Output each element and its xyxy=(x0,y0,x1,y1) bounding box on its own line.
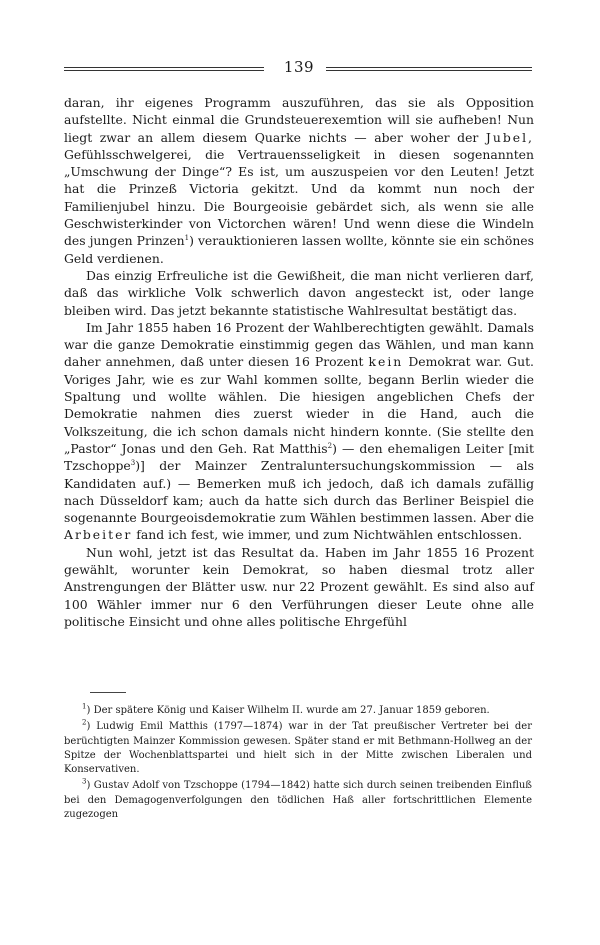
page-header xyxy=(64,58,532,78)
paragraph: Im Jahr 1855 haben 16 Prozent der Wahlberechtigten gewählt. Damals war die ganze Demokratie einstimmig gegen das Wählen, und man kann daher annehmen, daß unter diesen 16 Prozent kein Demokrat war. Gut. Voriges Jahr, wie es zur Wahl kommen sollte, begann Berlin wieder die Spaltung und wollte wählen. Die hiesigen angeblichen Chefs der Demokratie nahmen dies zuerst wieder in die Hand, auch die Volkszeitung, die ich schon damals nicht hindern konnte. (Sie stellte den „Pastor“ Jonas und den Geh. Rat Matthis$^2$) — den ehemaligen Leiter [mit Tzschoppe$^3$)] der Mainzer Zentraluntersuchungskommission — als Kandidaten auf.) — Bemerken muß ich jedoch, daß ich damals zufällig nach Düsseldorf kam; auch da hatte sich durch das Berliner Beispiel die sogenannte Bourgeoisdemokratie zum Wählen bestimmen lassen. Aber die Arbeiter fand ich fest, wie immer, und zum Nichtwählen entschlossen. xyxy=(64,319,534,543)
footnote: $^3$) Gustav Adolf von Tzschoppe (1794—1842) hatte sich durch seinen treibenden Einfluß bei den Demagogenverfolgungen den tödlichen Haß aller fortschrittlichen Elemente zugezogen xyxy=(64,778,532,821)
header-rule-left xyxy=(64,67,264,71)
header-rule-right xyxy=(326,67,532,71)
paragraph: daran, ihr eigenes Programm auszuführen, das sie als Opposition aufstellte. Nicht einmal die Grundsteuerexemtion will sie aufheben! Nun liegt zwar an allem diesem Quarke nichts — aber woher der Jubel, Gefühlsschwelgerei, die Vertrauensseligkeit in diesen sogenannten „Umschwung der Dinge“? Es ist, um auszuspeien vor den Leuten! Jetzt hat die Prinzeß Victoria gekitzt. Und da kommt nun noch der Familienjubel hinzu. Die Bourgeoisie gebärdet sich, als wenn sie alle Geschwisterkinder von Victorchen wären! Und wenn diese die Windeln des jungen Prinzen$^1$) verauktionieren lassen wollte, könnte sie ein schönes Geld verdienen. xyxy=(64,95,534,266)
footnote-divider xyxy=(90,692,126,693)
footnotes xyxy=(64,704,532,824)
footnote: $^2$) Ludwig Emil Matthis (1797—1874) war in der Tat preußischer Vertreter bei der berüchtigten Mainzer Kommission gewesen. Später stand er mit Bethmann-Hollweg an der Spitze der Wochenblattspartei und hielt sich in der Mitte zwischen Liberalen und Konservativen. xyxy=(64,718,532,776)
spaced-word: kein xyxy=(368,354,404,370)
spaced-word: Jubel, xyxy=(485,129,534,145)
footnote: $^1$) Der spätere König und Kaiser Wilhelm II. wurde am 27. Januar 1859 geboren. xyxy=(82,702,490,716)
paragraph: Nun wohl, jetzt ist das Resultat da. Haben im Jahr 1855 16 Prozent gewählt, worunter kein Demokrat, so haben diesmal trotz aller Anstrengungen der Blätter usw. nur 22 Prozent gewählt. Es sind also auf 100 Wähler immer nur 6 den Verführungen dieser Leute ohne alle politische Einsicht und ohne alles politische Ehrgefühl xyxy=(64,544,534,629)
footnote-ref: 3 xyxy=(130,459,136,468)
paragraph: Das einzig Erfreuliche ist die Gewißheit, die man nicht verlieren darf, daß das wirkliche Volk schwerlich davon angesteckt ist, oder lange bleiben wird. Das jetzt bekannte statistische Wahlresultat bestätigt das. xyxy=(64,267,534,318)
page-number: 139 xyxy=(283,58,315,76)
main-text xyxy=(64,94,534,630)
footnote-ref: 1 xyxy=(184,234,190,243)
spaced-word: Arbeiter xyxy=(64,527,133,543)
footnote-ref: 2 xyxy=(327,441,333,450)
